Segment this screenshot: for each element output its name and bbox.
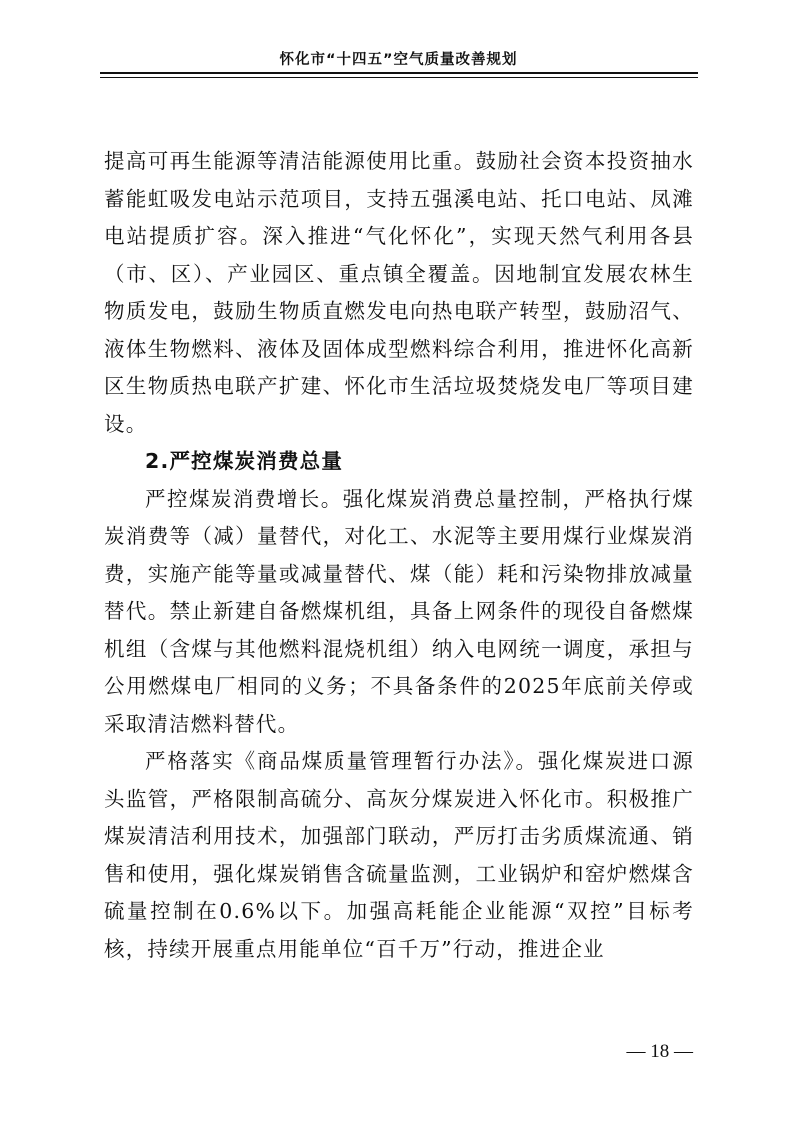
running-header-title: 怀化市“十四五”空气质量改善规划	[279, 52, 518, 68]
header-rule-thin	[100, 77, 698, 78]
paragraph-continued: 提高可再生能源等清洁能源使用比重。鼓励社会资本投资抽水蓄能虹吸发电站示范项目，支持五强溪电站、托口电站、凤滩电站提质扩容。深入推进“气化怀化”，实现天然气利用各县（市、区）、产业园区、重点镇全覆盖。因地制宜发展农林生物质发电，鼓励生物质直燃发电向热电联产转型，鼓励沼气、液体生物燃料、液体及固体成型燃料综合利用，推进怀化高新区生物质热电联产扩建、怀化市生活垃圾焚烧发电厂等项目建设。	[104, 149, 694, 436]
paragraph-coal-control: 严控煤炭消费增长。强化煤炭消费总量控制，严格执行煤炭消费等（减）量替代，对化工、水泥等主要用煤行业煤炭消费，实施产能等量或减量替代、煤（能）耗和污染物排放减量替代。禁止新建自备燃煤机组，具备上网条件的现役自备燃煤机组（含煤与其他燃料混烧机组）纳入电网统一调度，承担与公用燃煤电厂相同的义务；不具备条件的2025年底前关停或采取清洁燃料替代。	[104, 486, 694, 736]
section-heading: 2.严控煤炭消费总量	[145, 449, 344, 473]
page-number: — 18 —	[626, 1041, 693, 1062]
body-text	[104, 143, 694, 968]
header-rule-thick	[100, 72, 698, 74]
paragraph-coal-quality: 严格落实《商品煤质量管理暂行办法》。强化煤炭进口源头监管，严格限制高硫分、高灰分煤炭进入怀化市。积极推广煤炭清洁利用技术，加强部门联动，严厉打击劣质煤流通、销售和使用，强化煤炭销售含硫量监测，工业锅炉和窑炉燃煤含硫量控制在0.6%以下。加强高耗能企业能源“双控”目标考核，持续开展重点用能单位“百千万”行动，推进企业	[104, 749, 694, 961]
